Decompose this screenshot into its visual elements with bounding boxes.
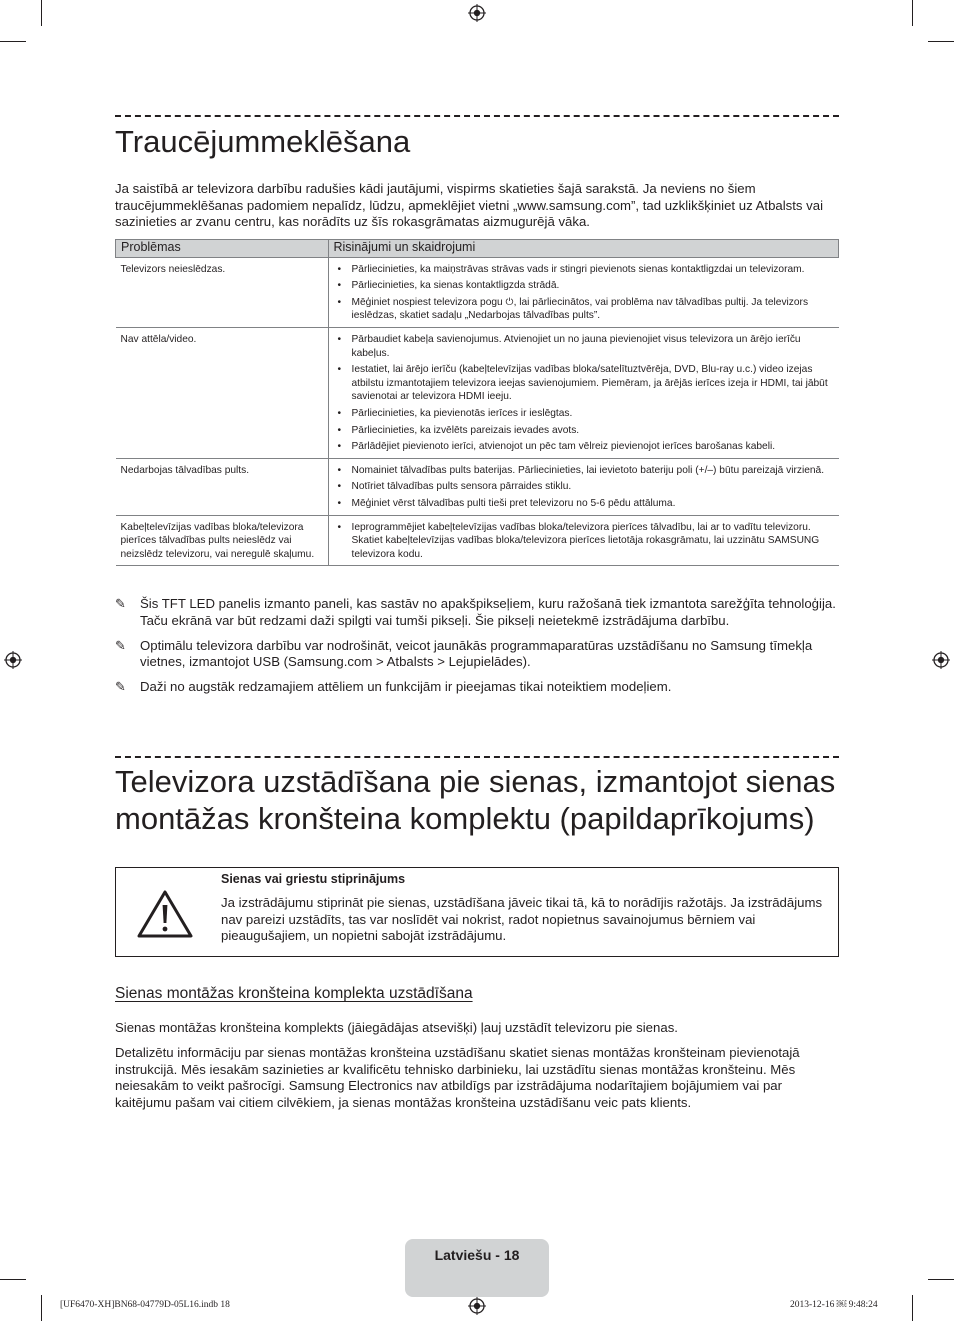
problem-cell: Kabeļtelevīzijas vadības bloka/televizora pierīces tālvadības pults neieslēdz vai neizslēdz televizoru, vai neregulē skaļumu. [116, 515, 329, 566]
solution-item: • Mēģiniet vērst tālvadības pulti tieši pret televizoru no 5-6 pēdu attāluma. [352, 497, 834, 511]
solutions-cell [328, 515, 839, 566]
pencil-note-icon: ✎ [115, 596, 126, 611]
registration-mark-icon [932, 651, 950, 669]
solution-item: • Notīriet tālvadības pults sensora pārraides stiklu. [352, 480, 834, 494]
crop-mark [912, 1295, 913, 1321]
troubleshooting-table [115, 239, 839, 566]
note-text: Daži no augstāk redzamajiem attēliem un funkcijām ir pieejamas tikai noteiktiem modeļiem. [140, 679, 672, 694]
warning-title: Sienas vai griestu stiprinājums [221, 872, 406, 886]
table-row [116, 257, 839, 327]
intro-paragraph: Ja saistībā ar televizora darbību radušies kādi jautājumi, vispirms skatieties šajā sarakstā. Ja neviens no šiem traucējummeklēšanas padomiem nepalīdz, lūdzu, apmeklējiet vietni „www.samsung.com”, tad uzklikšķiniet uz Atbalsts vai sazinieties ar zvanu centru, kas norādīts uz šīs rokasgrāmatas aizmugurējā vāka. [115, 181, 824, 229]
registration-mark-icon [468, 4, 486, 22]
crop-mark [0, 1279, 26, 1280]
registration-mark-icon [468, 1297, 486, 1315]
note-item [115, 679, 839, 696]
solution-item: • Pārliecinieties, ka izvēlēts pareizais ievades avots. [352, 424, 834, 438]
section-title: Televizora uzstādīšana pie sienas, izmantojot sienas montāžas kronšteina komplektu (papildaprīkojums) [115, 764, 836, 836]
solution-item: • Ieprogrammējiet kabeļtelevīzijas vadības bloka/televizora pierīces tālvadību, lai ar to vadītu televizoru. Skatiet kabeļtelevīzijas vadības bloka/televizora pierīces lietotāja rokasgrāmatu, lai uzzinātu SAMSUNG televizora kodu. [352, 521, 834, 562]
subsection-heading: Sienas montāžas kronšteina komplekta uzstādīšana [115, 985, 473, 1002]
solution-item: • Pārliecinieties, ka maiņstrāvas strāvas vads ir stingri pievienots sienas kontaktligzdai un televizoram. [352, 263, 834, 277]
table-row [116, 458, 839, 515]
print-imprint-right: 2013-12-16 ￼ 9:48:24 [790, 1300, 878, 1310]
body-paragraph: Sienas montāžas kronšteina komplekts (jāiegādājas atsevišķi) ļauj uzstādīt televizoru pie sienas. [115, 1020, 678, 1035]
solutions-cell [328, 327, 839, 458]
warning-box [115, 867, 839, 957]
solution-item: • Pārliecinieties, ka pievienotās ierīces ir ieslēgtas. [352, 407, 834, 421]
column-header-solutions: Risinājumi un skaidrojumi [328, 240, 839, 258]
table-row [116, 515, 839, 566]
crop-mark [912, 0, 913, 26]
page-number: Latviešu - 18 [434, 1247, 520, 1263]
page-number-tab [405, 1239, 549, 1297]
solution-item: • Pārbaudiet kabeļa savienojumus. Atvienojiet un no jauna pievienojiet visus televizora un ārējo ierīču kabeļus. [352, 333, 834, 360]
column-header-problems: Problēmas [116, 240, 329, 258]
print-imprint-left: [UF6470-XH]BN68-04779D-05L16.indb 18 [60, 1300, 230, 1310]
pencil-note-icon: ✎ [115, 679, 126, 694]
problem-cell: Televizors neieslēdzas. [116, 257, 329, 327]
solution-item: • Pārliecinieties, ka sienas kontaktligzda strādā. [352, 279, 834, 293]
note-text: Optimālu televizora darbību var nodrošināt, veicot jaunākās programmaparatūras uzstādīšanu no Samsung tīmekļa vietnes, izmantojot USB (Samsung.com > Atbalsts > Lejupielādes). [140, 637, 813, 669]
registration-mark-icon [4, 651, 22, 669]
table-row [116, 327, 839, 458]
crop-mark [928, 41, 954, 42]
problem-cell: Nedarbojas tālvadības pults. [116, 458, 329, 515]
page-title: Traucējummeklēšana [115, 124, 411, 159]
solutions-cell [328, 458, 839, 515]
crop-mark [41, 1295, 42, 1321]
warning-triangle-icon [136, 889, 194, 939]
notes-list [115, 596, 839, 704]
crop-mark [928, 1279, 954, 1280]
section-divider [115, 756, 839, 758]
section-divider [115, 115, 839, 117]
body-paragraph: Detalizētu informāciju par sienas montāžas kronšteina uzstādīšanu skatiet sienas montāžas kronšteinam pievienotajā instrukcijā. Mēs iesakām sazinieties ar kvalificētu tehnisko darbinieku, lai uzstādītu sienas montāžas kronšteinu. Mēs neiesakām to veikt pašrocīgi. Samsung Electronics nav atbildīgs par izstrādājuma nodarītajiem bojājumiem vai par kaitējumu pašam vai citiem cilvēkiem, ja sienas montāžas kronšteina uzstādīšanu veic pats klients. [115, 1045, 800, 1110]
problem-cell: Nav attēla/video. [116, 327, 329, 458]
solution-item: • Mēģiniet nospiest televizora pogu ⏻, lai pārliecinātos, vai problēma nav tālvadības pultij. Ja televizors ieslēdzas, skatiet sadaļu „Nedarbojas tālvadības pults”. [352, 296, 834, 323]
pencil-note-icon: ✎ [115, 637, 126, 653]
note-text: Šis TFT LED panelis izmanto paneli, kas sastāv no apakšpikseļiem, kuru ražošanā tiek izmantota sarežģīta tehnoloģija. Taču ekrānā var būt redzami daži spilgti vai tumši pikseļi. Šie pikseļi neietekmē izstrādājuma darbību. [140, 596, 836, 628]
note-item [115, 596, 839, 629]
crop-mark [0, 41, 26, 42]
solution-item: • Pārlādējiet pievienoto ierīci, atvienojot un pēc tam vēlreiz pievienojot ierīces barošanas kabeli. [352, 440, 834, 454]
solution-item: • Nomainiet tālvadības pults baterijas. Pārliecinieties, lai ievietoto bateriju poli (+/–) būtu pareizajā virzienā. [352, 464, 834, 478]
solution-item: • Iestatiet, lai ārējo ierīču (kabeļtelevīzijas vadības bloka/satelītuztvērēja, DVD, Blu-ray u.c.) video izejas atbilstu izmantotajiem televizora ieejas savienojumiem. Piemēram, ja ārējās ierīces izeja ir HDMI, tai jābūt savienotai ar televizora HDMI ieeju. [352, 363, 834, 404]
crop-mark [41, 0, 42, 26]
solutions-cell [328, 257, 839, 327]
warning-body: Ja izstrādājumu stiprināt pie sienas, uzstādīšana jāveic tikai tā, kā to norādījis ražotājs. Ja izstrādājums nav pareizi uzstādīts, tas var noslīdēt vai nokrist, radot nopietnus savainojumus bērniem vai pieaugušajiem, un nopietni sabojāt izstrādājumu. [221, 895, 823, 943]
note-item [115, 638, 839, 671]
